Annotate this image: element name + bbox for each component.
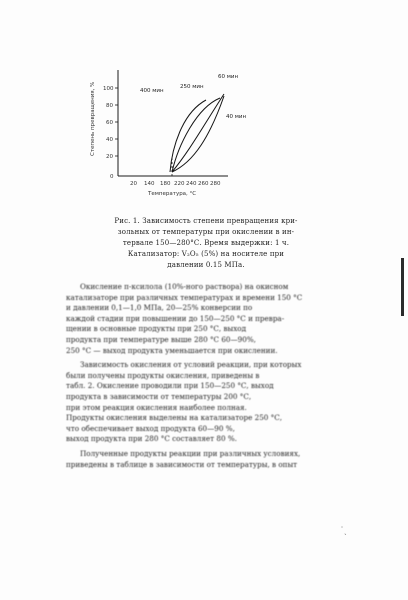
text-line: выход продукта при 280 °С составляет 80 %.: [66, 434, 237, 444]
x-tick-label: 220: [174, 181, 185, 187]
curve-label: 400 мин: [140, 88, 164, 94]
figure-caption: [70, 216, 342, 271]
x-axis-label: Температура, °С: [148, 191, 197, 197]
x-tick-label: 280: [210, 181, 221, 187]
paragraph: [66, 449, 354, 470]
x-tick-label: 240: [186, 181, 197, 187]
text-line: Полученные продукты реакции при различных условиях,: [80, 448, 301, 458]
y-tick-label: 20: [106, 154, 113, 160]
y-tick-label: 0: [110, 174, 114, 180]
text-line: продукта при температуре выше 280 °С 60—90%,: [66, 334, 256, 344]
text-line: при этом реакция окисления наиболее полная.: [66, 402, 247, 412]
caption-line: Катализатор: V₂O₅ (5%) на носителе при: [127, 250, 285, 258]
text-line: что обеспечивает выход продукта 60—90 %,: [66, 423, 235, 433]
text-line: и давлении 0,1—1,0 МПа, 20—25% конверсии по: [66, 303, 253, 313]
page-corner-mark: ˙ˏ: [340, 526, 347, 535]
curve-2: [172, 98, 220, 172]
curve-4: [172, 96, 224, 172]
curve-label: 40 мин: [226, 114, 247, 120]
text-line: Окисление п-ксилола (10%-ного раствора) на окисном: [80, 282, 289, 291]
y-tick-label: 80: [106, 103, 113, 109]
paragraph: [66, 282, 354, 356]
caption-line: давлении 0.15 МПа.: [167, 261, 245, 269]
y-tick-label: 40: [106, 137, 113, 143]
text-line: Продукты окисления выделены на катализаторе 250 °С,: [66, 413, 283, 423]
page-edge-mark: [401, 258, 404, 316]
x-tick-label: 20: [130, 181, 137, 187]
x-tick-label: 180: [160, 181, 171, 187]
conversion-temperature-graph: [78, 58, 258, 208]
text-line: катализаторе при различных температурах и времени 150 °С: [66, 292, 303, 302]
y-tick-label: 60: [106, 120, 113, 126]
text-line: 250 °С — выход продукта уменьшается при окислении.: [66, 345, 278, 355]
y-tick-label: 100: [103, 86, 114, 92]
text-line: щении в основные продукты при 250 °С, выход: [66, 324, 247, 334]
caption-line: тервале 150—280°С. Время выдержки: 1 ч.: [122, 239, 290, 247]
paragraph: [66, 360, 354, 445]
x-tick-label: 140: [144, 181, 155, 187]
curve-label: 60 мин: [218, 74, 239, 80]
caption-line: зольных от температуры при окислении в ин-: [117, 228, 295, 236]
text-line: продукта в зависимости от температуры 200 °С,: [66, 391, 252, 401]
x-tick-label: 260: [198, 181, 209, 187]
y-axis-label: Степень превращения, %: [90, 81, 96, 156]
caption-line: Рис. 1. Зависимость степени превращения кри-: [114, 217, 298, 225]
body-text: [66, 282, 354, 474]
curve-label: 250 мин: [180, 84, 204, 90]
figure-chart: [78, 58, 258, 208]
text-line: приведены в таблице в зависимости от температуры, в опыт: [66, 459, 298, 469]
text-line: табл. 2. Окисление проводили при 150—250 °С, выход: [66, 381, 274, 391]
text-line: были получены продукты окисления, приведены в: [66, 370, 260, 380]
text-line: каждой стадии при повышении до 150—250 °С и превра-: [66, 313, 285, 323]
text-line: Зависимость окисления от условий реакции, при которых: [80, 360, 302, 370]
